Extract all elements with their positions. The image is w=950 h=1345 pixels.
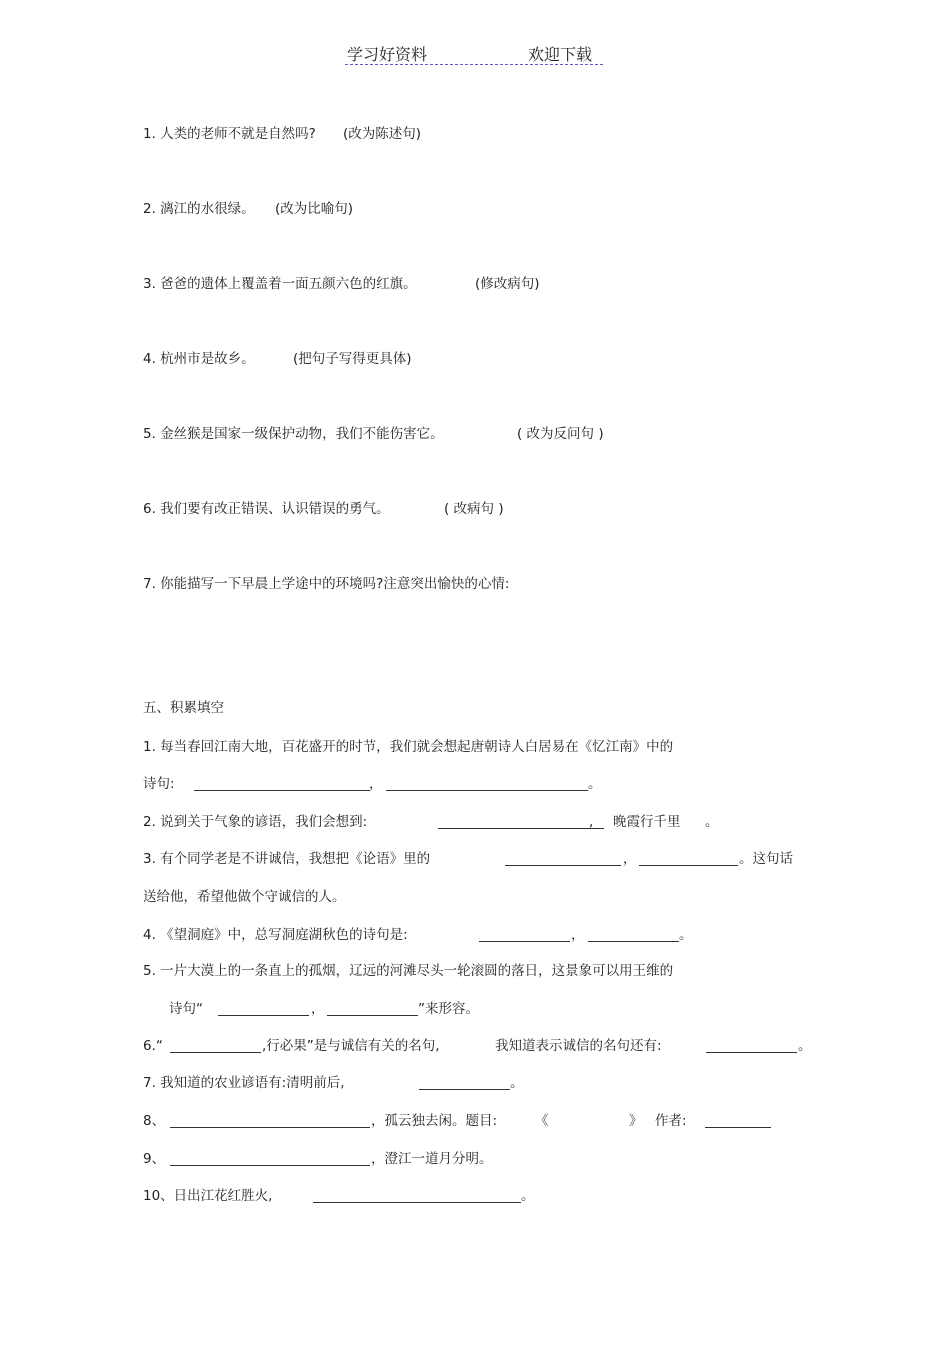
fill-5-label: 诗句“ xyxy=(169,1001,203,1017)
fill-4-blank-1[interactable] xyxy=(479,928,570,942)
fill-2-end: 。 xyxy=(705,814,719,830)
fill-6 xyxy=(143,1037,812,1055)
fill-9 xyxy=(143,1150,493,1168)
fill-4 xyxy=(143,926,693,944)
fill-2-text: 2. 说到关于气象的谚语，我们会想到: xyxy=(143,814,368,830)
fill-8-author-label: 作者: xyxy=(655,1113,687,1129)
fill-1-line-a: 1. 每当春回江南大地，百花盛开的时节，我们就会想起唐朝诗人白居易在《忆江南》中的 xyxy=(143,739,674,755)
fill-5-line-a: 5. 一片大漠上的一条直上的孤烟，辽远的河滩尽头一轮滚圆的落日，这景象可以用王维的 xyxy=(143,963,674,979)
question-4-text: 4. 杭州市是故乡。 xyxy=(143,351,255,367)
question-4 xyxy=(143,350,412,368)
fill-3-line-a xyxy=(143,850,793,868)
fill-6-prefix: 6.“ xyxy=(143,1038,163,1054)
fill-4-comma: ， xyxy=(571,927,585,943)
header-right-text: 欢迎下载 xyxy=(528,45,593,64)
question-4-note: (把句子写得更具体) xyxy=(293,351,412,367)
fill-8 xyxy=(143,1112,687,1130)
fill-5-suffix: ”来形容。 xyxy=(418,1001,479,1017)
fill-5-blank-2[interactable] xyxy=(327,1002,418,1016)
fill-8-text: ，孤云独去闲。题目: xyxy=(371,1113,498,1129)
fill-1-line-b xyxy=(143,775,602,793)
fill-7-end: 。 xyxy=(510,1075,524,1091)
fill-4-blank-2[interactable] xyxy=(588,928,679,942)
fill-8-number: 8、 xyxy=(143,1113,166,1129)
fill-8-title-open: 《 xyxy=(535,1113,549,1129)
question-1-note: (改为陈述句) xyxy=(343,126,422,142)
fill-5-blank-1[interactable] xyxy=(218,1002,309,1016)
fill-5-comma: ， xyxy=(311,1001,325,1017)
question-3-note: (修改病句) xyxy=(475,276,540,292)
fill-8-blank-1[interactable] xyxy=(170,1114,370,1128)
fill-3-suffix: 。这句话 xyxy=(739,851,793,867)
fill-6-end: 。 xyxy=(798,1038,812,1054)
fill-10 xyxy=(143,1187,535,1205)
fill-3-blank-2[interactable] xyxy=(639,852,738,866)
fill-6-blank-1[interactable] xyxy=(170,1039,261,1053)
question-2-text: 2. 漓江的水很绿。 xyxy=(143,201,255,217)
fill-8-blank-2[interactable] xyxy=(705,1114,771,1128)
fill-7-blank[interactable] xyxy=(419,1076,510,1090)
question-6 xyxy=(143,500,504,518)
fill-9-number: 9、 xyxy=(143,1151,166,1167)
question-6-text: 6. 我们要有改正错误、认识错误的勇气。 xyxy=(143,501,390,517)
fill-2-blank[interactable] xyxy=(438,815,604,829)
header-left-text: 学习好资料 xyxy=(347,45,428,64)
question-7 xyxy=(143,575,509,593)
fill-4-text: 4. 《望洞庭》中，总写洞庭湖秋色的诗句是: xyxy=(143,927,408,943)
fill-10-end: 。 xyxy=(521,1188,535,1204)
fill-4-end: 。 xyxy=(679,927,693,943)
fill-10-blank[interactable] xyxy=(313,1189,521,1203)
fill-5-line-b xyxy=(169,1000,479,1018)
fill-6-text: ,行必果”是与诚信有关的名句, xyxy=(262,1038,440,1054)
fill-1-blank-1[interactable] xyxy=(194,777,370,791)
fill-1-label: 诗句: xyxy=(143,776,175,792)
fill-2-comma: , xyxy=(589,814,594,830)
fill-3-line-b: 送给他，希望他做个守诚信的人。 xyxy=(143,889,346,905)
question-1 xyxy=(143,125,422,143)
fill-10-text: 10、日出江花红胜火, xyxy=(143,1188,273,1204)
fill-9-text: ，澄江一道月分明。 xyxy=(371,1151,493,1167)
fill-9-blank[interactable] xyxy=(170,1152,370,1166)
fill-7 xyxy=(143,1074,524,1092)
fill-3-comma: ， xyxy=(623,851,637,867)
question-7-text: 7. 你能描写一下早晨上学途中的环境吗?注意突出愉快的心情: xyxy=(143,576,510,592)
fill-3-blank-1[interactable] xyxy=(505,852,621,866)
fill-2-suffix: 晚霞行千里 xyxy=(613,814,681,830)
fill-1-blank-2[interactable] xyxy=(386,777,588,791)
question-3-text: 3. 爸爸的遗体上覆盖着一面五颜六色的红旗。 xyxy=(143,276,417,292)
question-5-note: ( 改为反问句 ) xyxy=(517,426,604,442)
fill-8-title-close: 》 xyxy=(629,1113,643,1129)
question-3 xyxy=(143,275,540,293)
section-5-title: 五、积累填空 xyxy=(143,700,224,716)
fill-6-text-2: 我知道表示诚信的名句还有: xyxy=(495,1038,662,1054)
fill-2 xyxy=(143,813,719,831)
question-1-text: 1. 人类的老师不就是自然吗? xyxy=(143,126,316,142)
fill-6-blank-2[interactable] xyxy=(706,1039,797,1053)
page-header xyxy=(345,40,603,65)
fill-1-comma: ， xyxy=(369,776,383,792)
question-2-note: (改为比喻句) xyxy=(275,201,354,217)
fill-1-end: 。 xyxy=(588,776,602,792)
fill-3-text: 3. 有个同学老是不讲诚信，我想把《论语》里的 xyxy=(143,851,431,867)
question-5 xyxy=(143,425,604,443)
fill-7-text: 7. 我知道的农业谚语有:清明前后, xyxy=(143,1075,345,1091)
question-5-text: 5. 金丝猴是国家一级保护动物，我们不能伤害它。 xyxy=(143,426,444,442)
question-6-note: ( 改病句 ) xyxy=(444,501,504,517)
question-2 xyxy=(143,200,354,218)
